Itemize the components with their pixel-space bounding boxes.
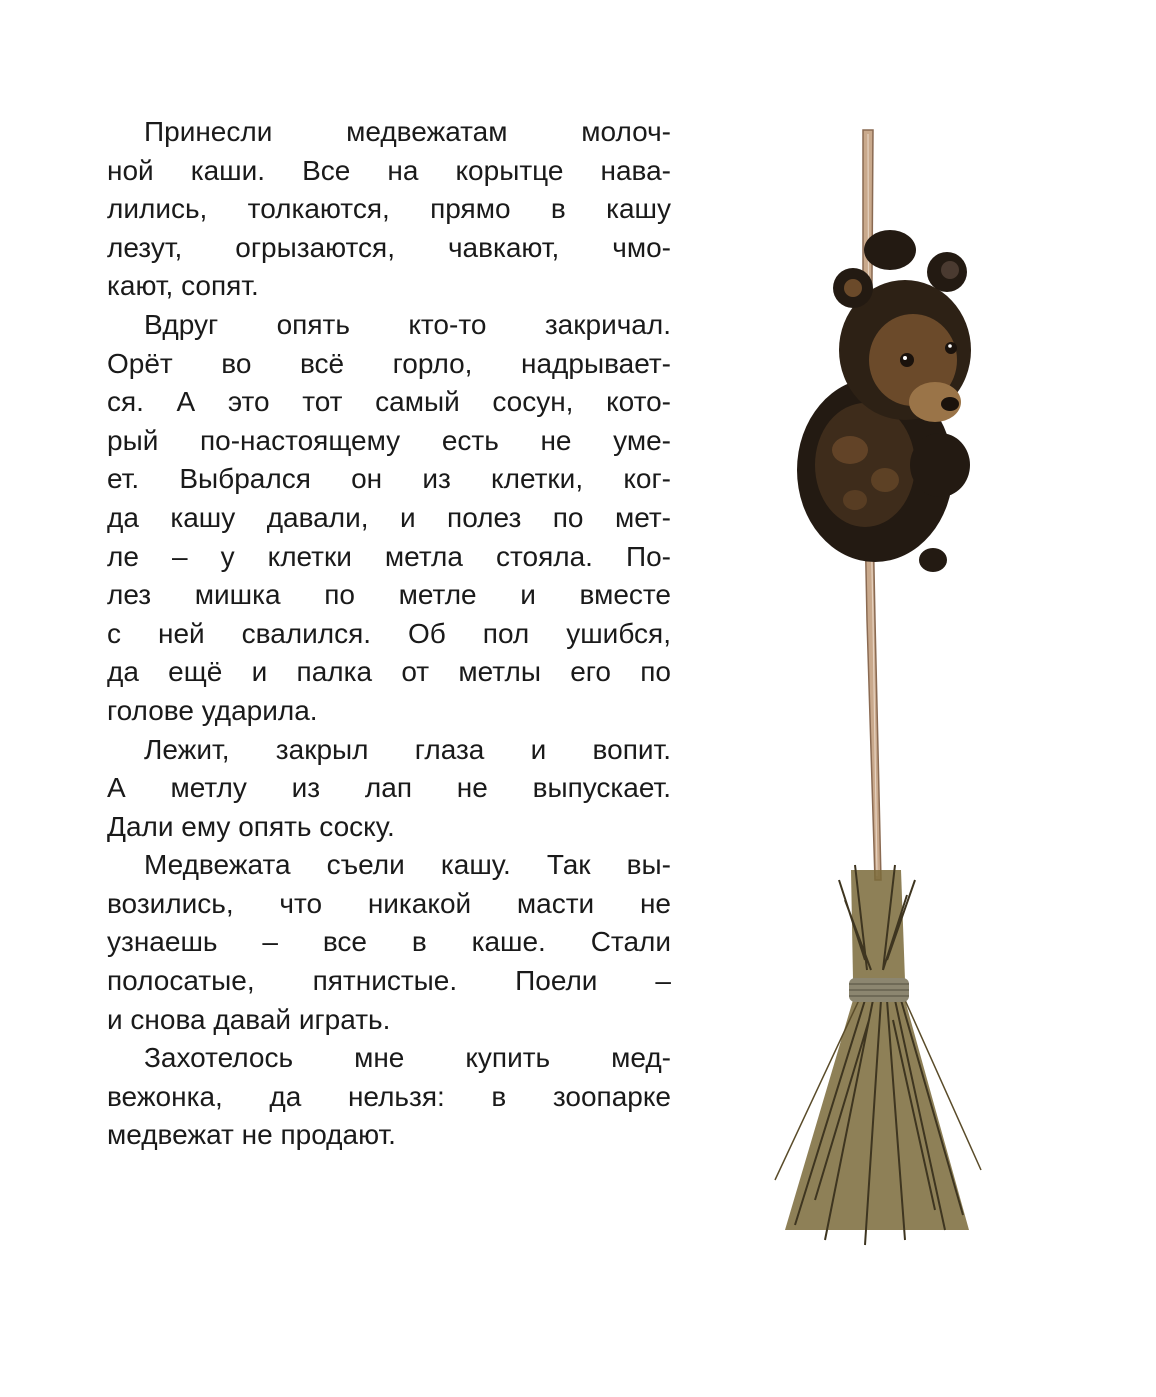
bear-cub-on-broom-illustration [755, 120, 985, 1260]
text-line: ной каши. Все на корытце нава- [107, 154, 671, 186]
text-line: медвежат не продают. [107, 1119, 396, 1151]
text-line: ет. Выбрался он из клетки, ког- [107, 463, 671, 495]
text-line: Орёт во всё горло, надрывает- [107, 347, 671, 379]
text-line: Захотелось мне купить мед- [144, 1042, 671, 1074]
paragraph [107, 113, 671, 306]
text-line: да ещё и палка от метлы его по [107, 656, 671, 688]
text-line: Принесли медвежатам молоч- [144, 116, 671, 147]
bear-cub [797, 230, 971, 572]
text-line: голове ударила. [107, 694, 318, 726]
paragraph [107, 306, 671, 731]
text-line: лезут, огрызаются, чавкают, чмо- [107, 231, 671, 263]
paragraph [107, 1039, 671, 1155]
paragraph [107, 846, 671, 1039]
text-line: Вдруг опять кто-то закричал. [144, 308, 671, 340]
text-line: возились, что никакой масти не [107, 887, 671, 919]
text-line: рый по-настоящему есть не уме- [107, 424, 671, 456]
paragraph [107, 731, 671, 847]
text-line: узнаешь – все в каше. Стали [107, 926, 671, 958]
text-line: Дали ему опять соску. [107, 810, 395, 842]
text-line: вежонка, да нельзя: в зоопарке [107, 1080, 671, 1112]
text-line: полосатые, пятнистые. Поели – [107, 965, 671, 997]
text-line: ле – у клетки метла стояла. По- [107, 540, 671, 572]
text-line: кают, сопят. [107, 270, 259, 302]
text-line: с ней свалился. Об пол ушибся, [107, 617, 671, 649]
text-line: Лежит, закрыл глаза и вопит. [144, 733, 671, 765]
broom-bristles [775, 865, 981, 1245]
text-line: А метлу из лап не выпускает. [107, 772, 671, 804]
text-line: ся. А это тот самый сосун, кото- [107, 386, 671, 418]
story-text [107, 113, 671, 1155]
text-line: лились, толкаются, прямо в кашу [107, 193, 671, 225]
text-line: лез мишка по метле и вместе [107, 579, 671, 611]
text-line: Медвежата съели кашу. Так вы- [144, 849, 671, 881]
text-line: и снова давай играть. [107, 1003, 391, 1035]
text-line: да кашу давали, и полез по мет- [107, 501, 671, 533]
broom-twine [849, 978, 909, 1002]
